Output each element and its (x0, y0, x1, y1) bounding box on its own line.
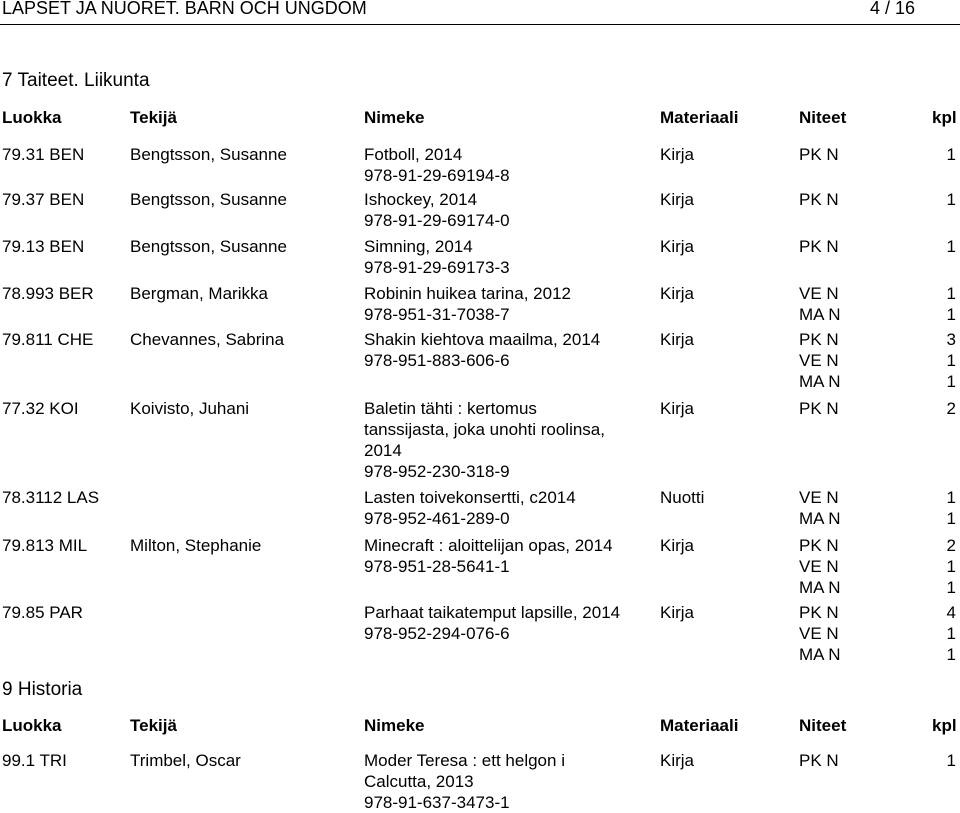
cell-kpl (920, 750, 956, 771)
nimeke-line: Lasten toivekonsertti, c2014 (364, 488, 576, 507)
column-header-materiaali: Materiaali (660, 716, 739, 735)
kpl-line: 2 (946, 399, 956, 418)
nimeke-line: Parhaat taikatemput lapsille, 2014 (364, 603, 621, 622)
cell-kpl (920, 602, 956, 665)
nimeke-line: Shakin kiehtova maailma, 2014 (364, 330, 601, 349)
cell-materiaali: Kirja (660, 145, 695, 164)
cell-nimeke (364, 750, 649, 813)
cell-niteet (799, 602, 841, 665)
header-rule (0, 24, 960, 25)
cell-nimeke (364, 236, 649, 278)
cell-materiaali: Kirja (660, 536, 695, 555)
column-header-niteet: Niteet (799, 108, 847, 127)
cell-luokka: 77.32 KOI (2, 399, 79, 418)
column-header-luokka: Luokka (2, 108, 62, 127)
kpl-line: 1 (946, 145, 956, 164)
cell-kpl (920, 236, 956, 257)
nimeke-line: Fotboll, 2014 (364, 145, 463, 164)
cell-materiaali: Kirja (660, 330, 695, 349)
kpl-line: 1 (946, 190, 956, 209)
section-title: 9 Historia (2, 679, 83, 700)
cell-tekija: Bengtsson, Susanne (130, 145, 287, 164)
niteet-line: PK N (799, 145, 839, 164)
cell-nimeke (364, 189, 649, 231)
cell-materiaali: Kirja (660, 751, 695, 770)
cell-kpl (920, 283, 956, 325)
cell-niteet (799, 398, 839, 419)
cell-materiaali: Nuotti (660, 488, 705, 507)
cell-niteet (799, 144, 839, 165)
cell-luokka: 79.813 MIL (2, 536, 88, 555)
cell-tekija: Bengtsson, Susanne (130, 190, 287, 209)
nimeke-line: Ishockey, 2014 (364, 190, 478, 209)
cell-tekija: Bergman, Marikka (130, 284, 268, 303)
cell-nimeke (364, 487, 649, 529)
cell-luokka: 78.993 BER (2, 284, 94, 303)
cell-kpl (920, 329, 956, 392)
column-header-nimeke: Nimeke (364, 716, 425, 735)
column-header-row (0, 108, 960, 130)
kpl-line: 1 (946, 645, 956, 664)
cell-kpl (920, 535, 956, 598)
nimeke-line: tanssijasta, joka unohti roolinsa, (364, 420, 605, 439)
cell-nimeke (364, 535, 649, 577)
column-header-tekija: Tekijä (130, 108, 177, 127)
niteet-line: MA N (799, 578, 841, 597)
nimeke-line: 978-951-28-5641-1 (364, 557, 510, 576)
page-header (0, 0, 960, 26)
cell-niteet (799, 189, 839, 210)
nimeke-line: 978-951-883-606-6 (364, 351, 510, 370)
cell-nimeke (364, 283, 649, 325)
cell-luokka: 99.1 TRI (2, 751, 67, 770)
nimeke-line: Simning, 2014 (364, 237, 473, 256)
nimeke-line: 978-952-294-076-6 (364, 624, 510, 643)
cell-niteet (799, 750, 839, 771)
cell-kpl (920, 189, 956, 210)
niteet-line: PK N (799, 237, 839, 256)
kpl-line: 3 (946, 330, 956, 349)
niteet-line: VE N (799, 284, 839, 303)
cell-kpl (920, 398, 956, 419)
nimeke-line: 978-952-230-318-9 (364, 462, 510, 481)
kpl-line: 1 (946, 372, 956, 391)
cell-nimeke (364, 329, 649, 371)
cell-materiaali: Kirja (660, 190, 695, 209)
nimeke-line: 978-91-29-69173-3 (364, 258, 510, 277)
cell-niteet (799, 236, 839, 257)
column-header-row (0, 716, 960, 738)
nimeke-line: 978-952-461-289-0 (364, 509, 510, 528)
cell-niteet (799, 535, 841, 598)
cell-nimeke (364, 398, 649, 482)
cell-luokka: 79.31 BEN (2, 145, 85, 164)
niteet-line: MA N (799, 372, 841, 391)
cell-luokka: 79.13 BEN (2, 237, 85, 256)
niteet-line: MA N (799, 305, 841, 324)
niteet-line: PK N (799, 603, 839, 622)
cell-tekija: Trimbel, Oscar (130, 751, 241, 770)
cell-luokka: 79.85 PAR (2, 603, 83, 622)
niteet-line: PK N (799, 536, 839, 555)
nimeke-line: 978-91-29-69194-8 (364, 166, 510, 185)
kpl-line: 1 (946, 751, 956, 770)
kpl-line: 4 (946, 603, 956, 622)
column-header-nimeke: Nimeke (364, 108, 425, 127)
kpl-line: 1 (946, 237, 956, 256)
cell-materiaali: Kirja (660, 399, 695, 418)
nimeke-line: 978-91-29-69174-0 (364, 211, 510, 230)
cell-nimeke (364, 602, 649, 644)
cell-luokka: 79.811 CHE (2, 330, 94, 349)
niteet-line: MA N (799, 509, 841, 528)
niteet-line: PK N (799, 399, 839, 418)
kpl-line: 2 (946, 536, 956, 555)
cell-niteet (799, 283, 841, 325)
niteet-line: PK N (799, 751, 839, 770)
kpl-line: 1 (946, 578, 956, 597)
niteet-line: VE N (799, 351, 839, 370)
column-header-kpl: kpl (932, 108, 957, 127)
cell-luokka: 78.3112 LAS (2, 488, 100, 507)
niteet-line: VE N (799, 557, 839, 576)
nimeke-line: Robinin huikea tarina, 2012 (364, 284, 571, 303)
kpl-line: 1 (946, 305, 956, 324)
cell-luokka: 79.37 BEN (2, 190, 85, 209)
kpl-line: 1 (946, 284, 956, 303)
column-header-luokka: Luokka (2, 716, 62, 735)
niteet-line: PK N (799, 190, 839, 209)
kpl-line: 1 (946, 488, 956, 507)
nimeke-line: Calcutta, 2013 (364, 772, 474, 791)
cell-tekija: Bengtsson, Susanne (130, 237, 287, 256)
nimeke-line: Moder Teresa : ett helgon i (364, 751, 565, 770)
nimeke-line: Minecraft : aloittelijan opas, 2014 (364, 536, 613, 555)
cell-tekija: Milton, Stephanie (130, 536, 262, 555)
niteet-line: PK N (799, 330, 839, 349)
column-header-materiaali: Materiaali (660, 108, 739, 127)
kpl-line: 1 (946, 624, 956, 643)
nimeke-line: 978-951-31-7038-7 (364, 305, 510, 324)
cell-tekija: Chevannes, Sabrina (130, 330, 285, 349)
niteet-line: VE N (799, 624, 839, 643)
column-header-tekija: Tekijä (130, 716, 177, 735)
kpl-line: 1 (946, 351, 956, 370)
nimeke-line: Baletin tähti : kertomus (364, 399, 537, 418)
niteet-line: MA N (799, 645, 841, 664)
cell-niteet (799, 329, 841, 392)
cell-niteet (799, 487, 841, 529)
nimeke-line: 2014 (364, 441, 402, 460)
cell-materiaali: Kirja (660, 237, 695, 256)
page-title: LAPSET JA NUORET. BARN OCH UNGDOM (2, 0, 367, 18)
cell-tekija: Koivisto, Juhani (130, 399, 250, 418)
section-title: 7 Taiteet. Liikunta (2, 70, 150, 91)
column-header-niteet: Niteet (799, 716, 847, 735)
nimeke-line: 978-91-637-3473-1 (364, 793, 510, 812)
cell-kpl (920, 144, 956, 165)
cell-kpl (920, 487, 956, 529)
column-header-kpl: kpl (932, 716, 957, 735)
niteet-line: VE N (799, 488, 839, 507)
page-number: 4 / 16 (870, 0, 916, 18)
cell-materiaali: Kirja (660, 603, 695, 622)
cell-materiaali: Kirja (660, 284, 695, 303)
cell-nimeke (364, 144, 649, 186)
kpl-line: 1 (946, 557, 956, 576)
kpl-line: 1 (946, 509, 956, 528)
